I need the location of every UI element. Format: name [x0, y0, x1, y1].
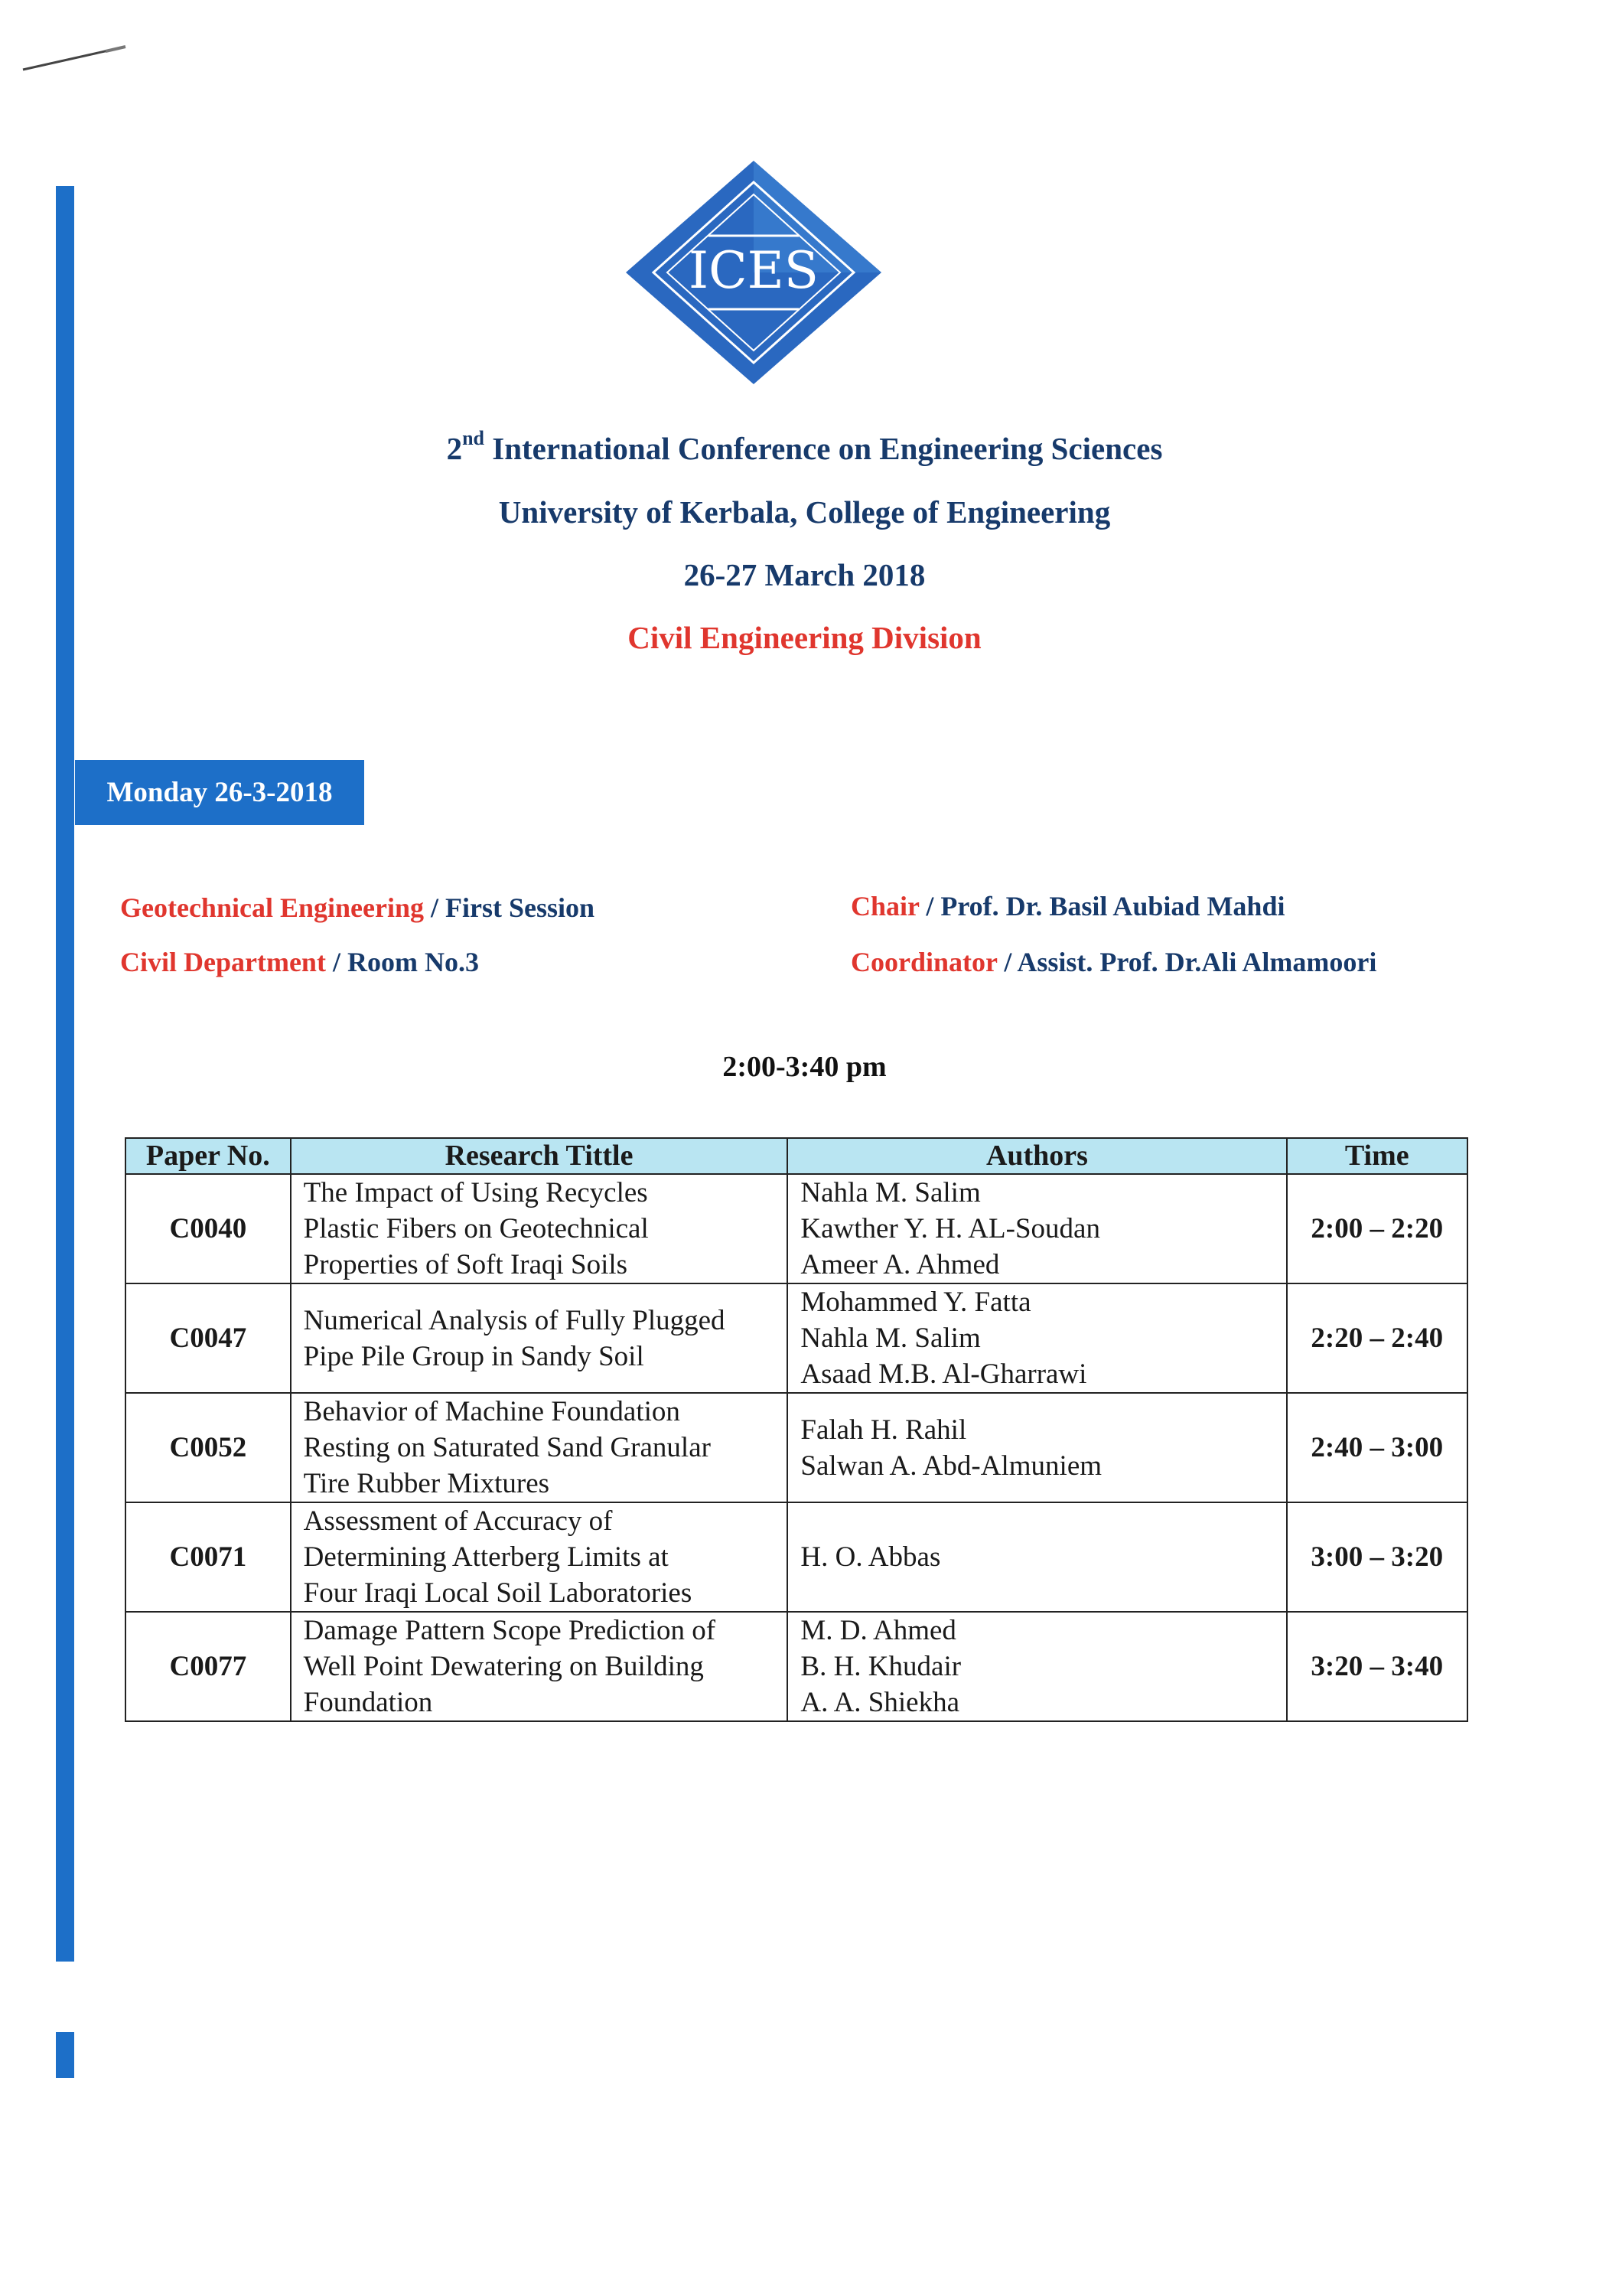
- table-row: [125, 1283, 1467, 1393]
- conference-ordinal: 2: [446, 431, 463, 466]
- session-name: / First Session: [423, 892, 594, 923]
- author-name: Asaad M.B. Al-Gharrawi: [800, 1358, 1087, 1390]
- time-slot: 3:20 – 3:40: [1287, 1612, 1467, 1721]
- research-title: [291, 1502, 788, 1612]
- table-row: [125, 1393, 1467, 1502]
- header-authors: Authors: [787, 1138, 1286, 1174]
- research-title: [291, 1393, 788, 1502]
- time-slot: 2:20 – 2:40: [1287, 1283, 1467, 1393]
- chair-info: [851, 890, 1285, 922]
- chair-label: Chair: [851, 891, 920, 921]
- author-name: M. D. Ahmed: [800, 1615, 956, 1646]
- title-line: Properties of Soft Iraqi Soils: [303, 1249, 628, 1280]
- conference-dates: 26-27 March 2018: [683, 557, 926, 592]
- paper-number: C0071: [125, 1502, 291, 1612]
- title-line: Well Point Dewatering on Building: [303, 1651, 704, 1682]
- author-name: H. O. Abbas: [800, 1541, 941, 1573]
- header-research-title: Research Tittle: [291, 1138, 788, 1174]
- table-row: [125, 1612, 1467, 1721]
- session-track: Geotechnical Engineering: [120, 892, 424, 923]
- paper-number: C0047: [125, 1283, 291, 1393]
- venue-room: / Room No.3: [325, 947, 479, 977]
- venue-info: [120, 946, 479, 978]
- header-paper-no: Paper No.: [125, 1138, 291, 1174]
- schedule-table: [125, 1137, 1468, 1722]
- research-title: [291, 1612, 788, 1721]
- author-name: A. A. Shiekha: [800, 1687, 960, 1718]
- title-line: Behavior of Machine Foundation: [303, 1396, 680, 1427]
- table-header-row: [125, 1138, 1467, 1174]
- coordinator-name: / Assist. Prof. Dr.Ali Almamoori: [997, 947, 1377, 977]
- authors: [787, 1612, 1286, 1721]
- research-title: [291, 1283, 788, 1393]
- title-line: Damage Pattern Scope Prediction of: [303, 1615, 716, 1646]
- conference-name: International Conference on Engineering Sciences: [484, 431, 1163, 466]
- time-slot: 3:00 – 3:20: [1287, 1502, 1467, 1612]
- author-name: Nahla M. Salim: [800, 1177, 981, 1208]
- title-line: Resting on Saturated Sand Granular: [303, 1432, 711, 1463]
- left-accent-bar-small: [56, 2032, 74, 2078]
- university-name: University of Kerbala, College of Engineering: [498, 494, 1111, 530]
- title-line: The Impact of Using Recycles: [303, 1177, 648, 1208]
- session-info: [120, 892, 594, 924]
- title-line: Determining Atterberg Limits at: [303, 1541, 669, 1573]
- day-label: Monday 26-3-2018: [75, 760, 364, 825]
- authors: [787, 1502, 1286, 1612]
- paper-number: C0077: [125, 1612, 291, 1721]
- title-line: Assessment of Accuracy of: [303, 1505, 613, 1537]
- author-name: Mohammed Y. Fatta: [800, 1287, 1031, 1318]
- time-slot: 2:40 – 3:00: [1287, 1393, 1467, 1502]
- authors: [787, 1283, 1286, 1393]
- title-line: Numerical Analysis of Fully Plugged: [303, 1304, 725, 1336]
- authors: [787, 1174, 1286, 1283]
- author-name: Nahla M. Salim: [800, 1322, 981, 1354]
- venue-department: Civil Department: [120, 947, 326, 977]
- author-name: Kawther Y. H. AL-Soudan: [800, 1213, 1100, 1244]
- division-name: Civil Engineering Division: [627, 620, 982, 655]
- header-time: Time: [1287, 1138, 1467, 1174]
- coordinator-info: [851, 946, 1376, 978]
- author-name: B. H. Khudair: [800, 1651, 962, 1682]
- pen-mark: [21, 42, 129, 73]
- chair-name: / Prof. Dr. Basil Aubiad Mahdi: [919, 891, 1285, 921]
- authors: [787, 1393, 1286, 1502]
- paper-number: C0040: [125, 1174, 291, 1283]
- author-name: Salwan A. Abd-Almuniem: [800, 1450, 1103, 1482]
- title-line: Plastic Fibers on Geotechnical: [303, 1213, 649, 1244]
- time-slot: 2:00 – 2:20: [1287, 1174, 1467, 1283]
- conference-title: [0, 427, 1609, 467]
- paper-number: C0052: [125, 1393, 291, 1502]
- table-row: [125, 1502, 1467, 1612]
- title-line: Tire Rubber Mixtures: [303, 1468, 550, 1499]
- conference-ordinal-suffix: nd: [462, 427, 485, 449]
- coordinator-label: Coordinator: [851, 947, 998, 977]
- author-name: Ameer A. Ahmed: [800, 1249, 1000, 1280]
- author-name: Falah H. Rahil: [800, 1414, 967, 1446]
- logo-text: ICES: [689, 241, 819, 300]
- title-line: Pipe Pile Group in Sandy Soil: [303, 1340, 644, 1372]
- title-line: Foundation: [303, 1687, 433, 1718]
- research-title: [291, 1174, 788, 1283]
- ices-logo: [624, 159, 883, 386]
- table-row: [125, 1174, 1467, 1283]
- title-line: Four Iraqi Local Soil Laboratories: [303, 1577, 692, 1609]
- session-time-range: 2:00-3:40 pm: [722, 1051, 887, 1083]
